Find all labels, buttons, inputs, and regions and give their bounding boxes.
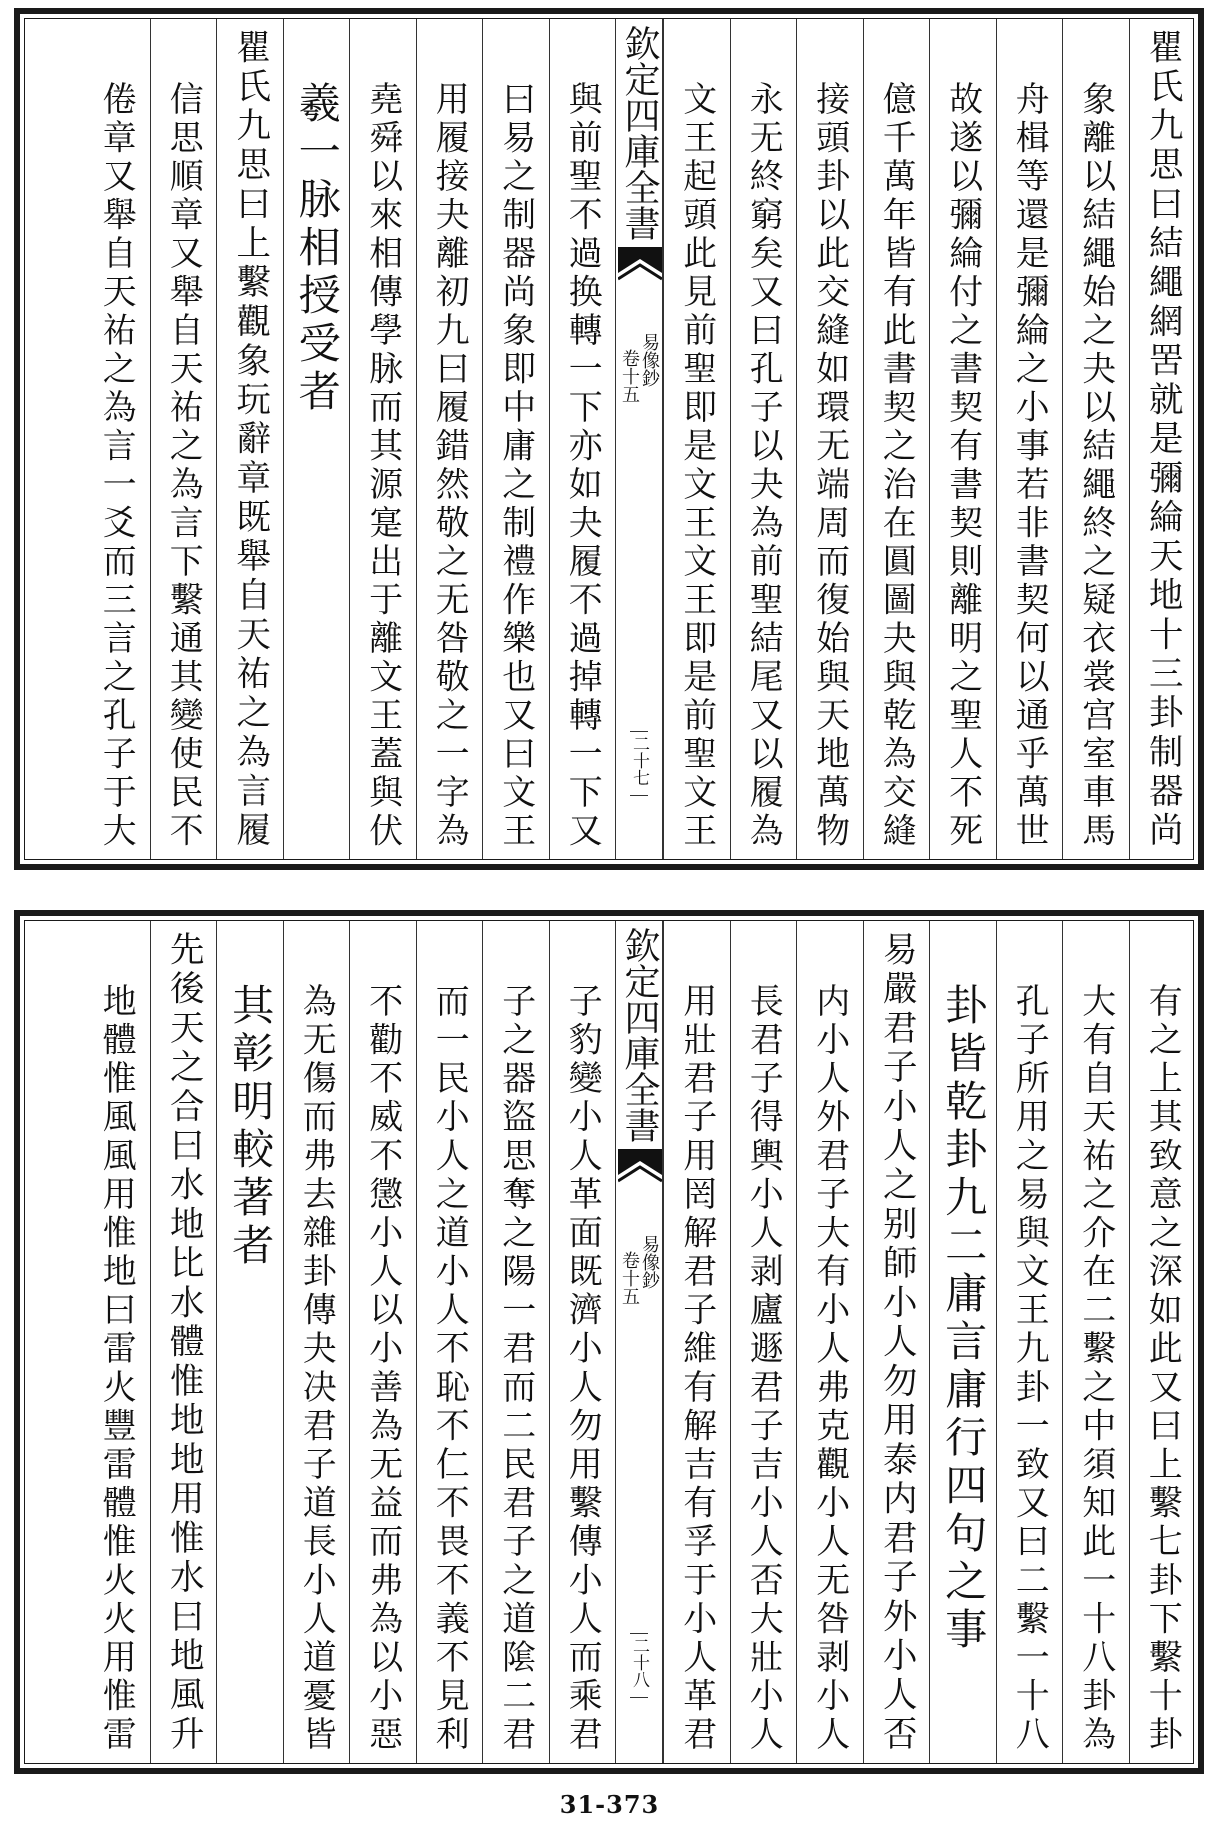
column-text: 接頭卦以此交縫如環无端周而復始與天地萬物: [810, 81, 850, 851]
column-text: 羲一脉相授受者: [292, 81, 342, 417]
text-column: [1129, 19, 1196, 859]
column-text: 與前聖不過换轉一下亦如夬履不過掉轉一下又: [563, 81, 603, 851]
page-number: 31-373: [559, 1790, 660, 1819]
text-column: [1129, 921, 1196, 1763]
column-text: 卦皆乾卦九二庸言庸行四句之事: [938, 983, 988, 1655]
column-text: 象離以結繩始之夬以結繩終之疑衣裳宫室車馬: [1076, 81, 1116, 851]
column-text: 不勸不威不懲小人以小善為无益而弗為以小惡: [362, 983, 403, 1755]
text-column: [1062, 19, 1129, 859]
column-text: 永无終窮矣又曰孔子以夬為前聖結尾又以履為: [744, 81, 784, 851]
text-column: [216, 19, 283, 859]
center-header-column: [615, 19, 663, 859]
column-text: 而一民小人之道小人不恥不仁不畏不義不見利: [429, 983, 470, 1755]
folio-rule: [630, 795, 648, 796]
bottom-page-inner-border: [24, 920, 1194, 1764]
text-column: [929, 19, 996, 859]
column-text: 億千萬年皆有此書契之治在圓圖夬與乾為交縫: [877, 81, 917, 851]
text-column: [416, 921, 483, 1763]
folio-rule: [630, 1633, 648, 1634]
column-text: 内小人外君子大有小人弗克觀小人无咎剥小人: [809, 983, 850, 1755]
text-column: [730, 19, 797, 859]
text-column: [216, 921, 283, 1763]
book-name: 易像鈔: [639, 1235, 660, 1289]
center-header-column: [615, 921, 663, 1763]
text-column: [482, 19, 549, 859]
top-page-frame: [14, 8, 1204, 870]
text-column: [863, 921, 930, 1763]
folio-rule: [630, 731, 648, 732]
column-text: 故遂以彌綸付之書契有書契則離明之聖人不死: [943, 81, 983, 851]
column-text: 為无傷而弗去雜卦傳夬决君子道長小人道憂皆: [296, 983, 337, 1755]
column-text: 其彰明較著者: [225, 983, 275, 1271]
volume-number: 卷十五: [619, 1251, 640, 1305]
column-text: 堯舜以來相傳學脉而其源寔出于離文王蓋與伏: [363, 81, 403, 851]
column-text: 有之上其致意之深如此又曰上繫七卦下繫十卦: [1142, 983, 1183, 1755]
text-column: [349, 921, 416, 1763]
column-text: 信思順章又舉自天祐之為言下繫通其變使民不: [164, 81, 204, 851]
column-text: 孔子所用之易與文王九卦一致又曰二繫一十八: [1009, 983, 1050, 1755]
text-column: [996, 19, 1063, 859]
text-column: [663, 19, 730, 859]
collection-title: 欽定四庫全書: [619, 927, 660, 1143]
text-column: [549, 19, 616, 859]
folio-number: 二十七: [629, 735, 649, 786]
top-page-inner-border: [24, 18, 1194, 860]
text-column: [83, 19, 150, 859]
column-text: 文王起頭此見前聖即是文王文王即是前聖文王: [677, 81, 717, 851]
text-column: [150, 921, 217, 1763]
text-column: [796, 921, 863, 1763]
fishtail-ornament-icon: [618, 1149, 662, 1189]
text-column: [929, 921, 996, 1763]
column-text: 曰易之制器尚象即中庸之制禮作樂也又曰文王: [496, 81, 536, 851]
text-column: [996, 921, 1063, 1763]
book-name: 易像鈔: [639, 333, 660, 387]
column-text: 子之器盜思奪之陽一君而二民君子之道隂二君: [495, 983, 536, 1755]
volume-number: 卷十五: [619, 349, 640, 403]
column-text: 舟楫等還是彌綸之小事若非書契何以通乎萬世: [1010, 81, 1050, 851]
folio-rule: [630, 1697, 648, 1698]
book-volume-label: [616, 319, 662, 403]
text-column: [283, 19, 350, 859]
column-text: 子豹變小人革面既濟小人勿用繫傳小人而乘君: [562, 983, 603, 1755]
fishtail-ornament-icon: [618, 247, 662, 287]
column-text: 瞿氏九思曰上繫觀象玩辭章既舉自天祐之為言履: [229, 29, 270, 851]
bottom-page-frame: [14, 910, 1204, 1774]
text-column: [150, 19, 217, 859]
text-column: [83, 921, 150, 1763]
text-column: [1062, 921, 1129, 1763]
text-column: [416, 19, 483, 859]
text-column: [663, 921, 730, 1763]
column-text: 先後天之合曰水地比水體惟地地用惟水曰地風升: [163, 931, 204, 1755]
column-text: 地體惟風風用惟地曰雷火豐雷體惟火火用惟雷: [96, 983, 137, 1755]
column-text: 倦章又舉自天祐之為言一爻而三言之孔子于大: [97, 81, 137, 851]
text-column: [549, 921, 616, 1763]
column-text: 易嚴君子小人之别師小人勿用泰内君子外小人否: [876, 931, 917, 1755]
folio-number: 二十八: [629, 1637, 649, 1688]
text-column: [863, 19, 930, 859]
book-volume-label: [616, 1221, 662, 1305]
column-text: 瞿氏九思曰結繩網罟就是彌綸天地十三卦制器尚: [1142, 29, 1183, 851]
text-column: [349, 19, 416, 859]
column-text: 用壯君子用罔解君子維有解吉有孚于小人革君: [676, 983, 717, 1755]
text-column: [796, 19, 863, 859]
column-text: 長君子得輿小人剥廬遯君子吉小人否大壯小人: [743, 983, 784, 1755]
text-column: [482, 921, 549, 1763]
collection-title: 欽定四庫全書: [619, 25, 660, 241]
text-column: [283, 921, 350, 1763]
text-column: [730, 921, 797, 1763]
column-text: 用履接夬離初九曰履錯然敬之无咎敬之一字為: [430, 81, 470, 851]
column-text: 大有自天祐之介在二繫之中須知此一十八卦為: [1075, 983, 1116, 1755]
